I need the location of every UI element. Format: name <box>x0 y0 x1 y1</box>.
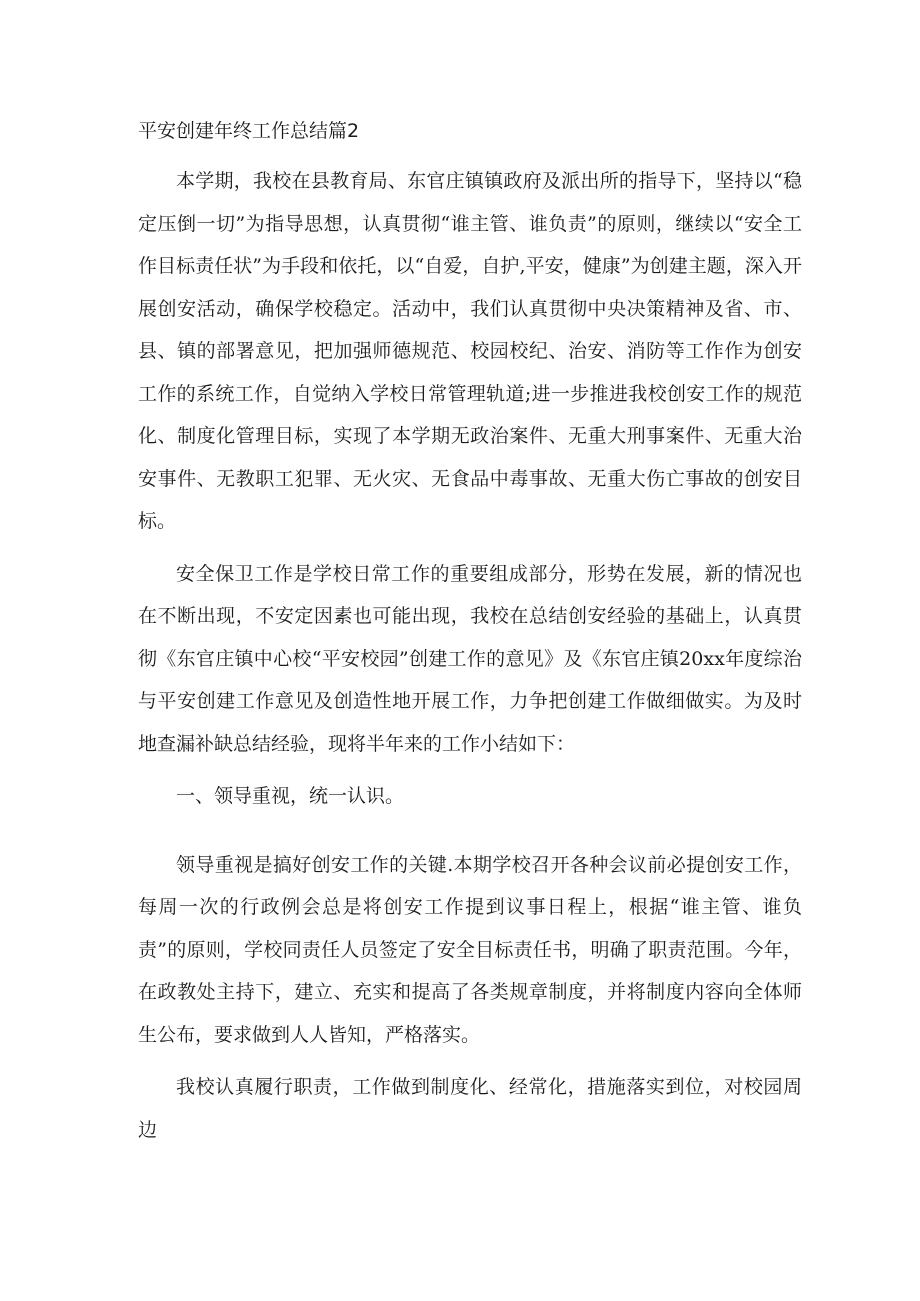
paragraph-duties: 我校认真履行职责，工作做到制度化、经常化，措施落实到位，对校园周边 <box>138 1076 802 1141</box>
paragraph-leadership: 领导重视是搞好创安工作的关键.本期学校召开各种会议前必提创安工作，每周一次的行政例会总是将创安工作提到议事日程上，根据“谁主管、谁负责”的原则，学校同责任人员签定了安全目标责任书，明确了职责范围。今年，在政教处主持下，建立、充实和提高了各类规章制度，并将制度内容向全体师生公布，要求做到人人皆知，严格落实。 <box>138 853 802 1046</box>
section-heading-leadership: 一、领导重视，统一认识。 <box>176 785 405 807</box>
paragraph-security-work: 安全保卫工作是学校日常工作的重要组成部分，形势在发展，新的情况也在不断出现，不安定因素也可能出现，我校在总结创安经验的基础上，认真贯彻《东官庄镇中心校“平安校园”创建工作的意见》及《东官庄镇20xx年度综治与平安创建工作意见及创造性地开展工作，力争把创建工作做细做实。为及时地查漏补缺总结经验，现将半年来的工作小结如下： <box>138 562 802 755</box>
paragraph-intro: 本学期，我校在县教育局、东官庄镇镇政府及派出所的指导下，坚持以“稳定压倒一切”为指导思想，认真贯彻“谁主管、谁负责”的原则，继续以“安全工作目标责任状”为手段和依托，以“自爱，自护,平安，健康”为创建主题，深入开展创安活动，确保学校稳定。活动中，我们认真贯彻中央决策精神及省、市、县、镇的部署意见，把加强师德规范、校园校纪、治安、消防等工作作为创安工作的系统工作，自觉纳入学校日常管理轨道;进一步推进我校创安工作的规范化、制度化管理目标，实现了本学期无政治案件、无重大刑事案件、无重大治安事件、无教职工犯罪、无火灾、无食品中毒事故、无重大伤亡事故的创安目标。 <box>138 170 802 532</box>
document-title: 平安创建年终工作总结篇2 <box>138 120 360 142</box>
